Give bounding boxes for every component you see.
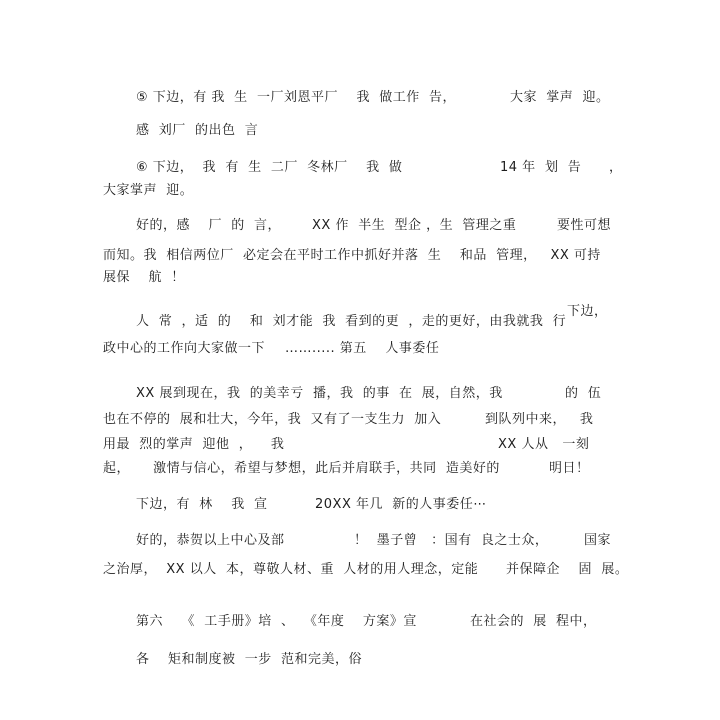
text-line: ⑥ 下边， 我 有 生 二厂 冬林厂 我 做 xyxy=(136,160,403,175)
text-line: ⑤ 下边，有 我 生 一厂刘恩平厂 我 做工作 告， xyxy=(136,90,457,105)
text-line: 下边，有 林 我 宣 xyxy=(136,497,268,512)
text-line: 各 矩和制度被 一步 范和完美，俗 xyxy=(136,652,363,667)
text-line: 起， 激情与信心，希望与梦想，此后并肩联手，共同 造美好的 xyxy=(103,461,500,476)
text-line: 20XX 年几 新的人事委任⋯ xyxy=(315,497,487,512)
text-line: 政中心的工作向大家做一下 xyxy=(103,341,266,356)
text-line: 好的，恭贺以上中心及部 xyxy=(136,533,285,548)
text-line: 要性可想 xyxy=(557,218,612,233)
text-line: 国家 xyxy=(584,533,612,548)
text-line: 人 常 ，适 的 和 刘才能 我 看到的更 ，走的更好，由我就我 行 xyxy=(136,314,567,329)
text-line: 也在不停的 展和壮大，今年，我 又有了一支生力 加入 xyxy=(103,412,442,427)
text-line: 到队列中来， 我 xyxy=(485,412,594,427)
text-line: 明日！ xyxy=(549,461,590,476)
text-line: 之治厚， XX 以人 本，尊敬人材、重 人材的用人理念，定能 并保障企 固 展。 xyxy=(103,562,629,577)
text-line: XX 人从 一刻 xyxy=(498,437,590,452)
text-line: XX 展到现在，我 的美幸亏 播，我 的事 在 展，自然，我 xyxy=(136,386,503,401)
text-line: 第六 《 工手册》培 、 《年度 方案》宣 xyxy=(136,614,417,629)
text-line: 的 伍 xyxy=(565,386,602,401)
text-line: 下边， xyxy=(567,304,608,319)
text-line: 14 年 划 告 ， xyxy=(500,160,623,175)
text-line: XX 作 半生 型企 ，生 管理之重 xyxy=(312,218,517,233)
text-line: 展保 航 ！ xyxy=(103,270,185,285)
text-line: 大家 掌声 迎。 xyxy=(510,90,610,105)
text-line: ……..... 第五 人事委任 xyxy=(285,341,440,356)
text-line: ！ 墨子曾 ：国有 良之士众， xyxy=(354,533,549,548)
text-line: 大家掌声 迎。 xyxy=(103,183,194,198)
text-line: 而知。我 相信两位厂 必定会在平时工作中抓好并落 生 和品 管理， XX 可持 xyxy=(103,248,601,263)
text-line: 好的，感 厂 的 言， xyxy=(136,218,282,233)
text-line: 感 刘厂 的出色 言 xyxy=(136,123,259,138)
text-line: 在社会的 展 程中， xyxy=(470,614,597,629)
text-line: 用最 烈的掌声 迎他 ， 我 xyxy=(103,437,285,452)
